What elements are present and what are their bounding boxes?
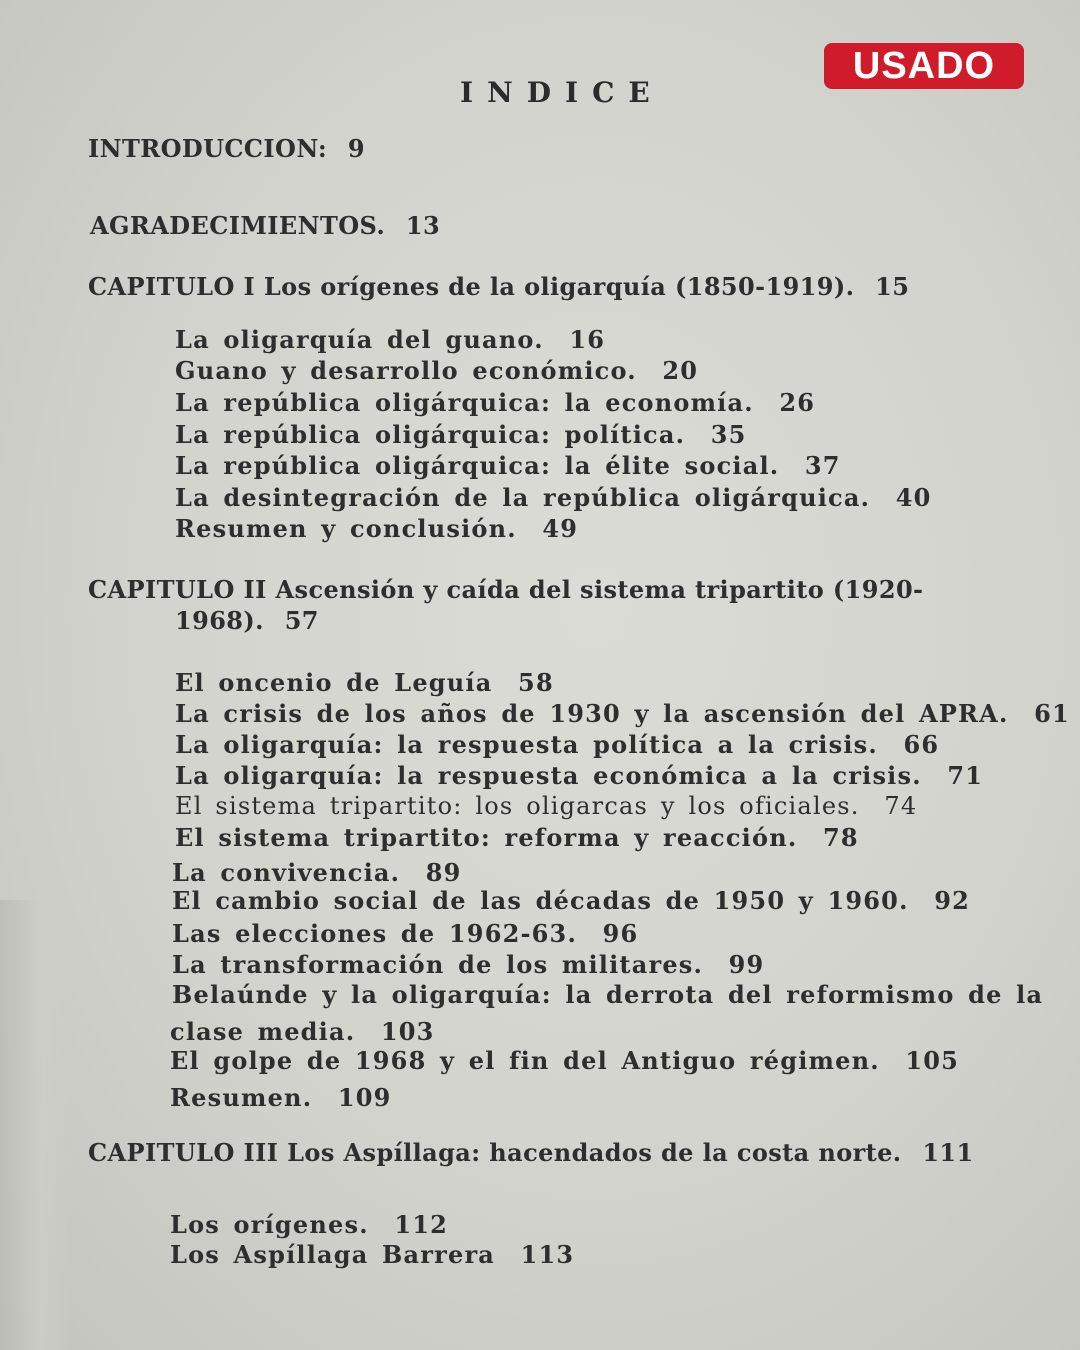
toc-entry-text: INTRODUCCION: xyxy=(88,134,328,163)
toc-entry-page: 92 xyxy=(934,886,971,915)
toc-entry-text: clase media. xyxy=(170,1017,356,1046)
toc-entry-introduccion xyxy=(88,134,365,163)
toc-section xyxy=(172,919,638,948)
toc-entry-text: AGRADECIMIENTOS. xyxy=(90,211,386,240)
toc-section-continued xyxy=(170,1017,435,1046)
toc-section xyxy=(170,1083,392,1112)
toc-entry-text: CAPITULO I Los orígenes de la oligarquía (1850-1919). xyxy=(88,272,855,301)
toc-section xyxy=(175,325,605,354)
toc-entry-page: 66 xyxy=(903,730,940,759)
toc-entry-page: 112 xyxy=(394,1210,449,1239)
toc-chapter-2-continued xyxy=(175,606,319,635)
toc-entry-text: La república oligárquica: la élite social. xyxy=(175,451,780,480)
toc-entry-text: El oncenio de Leguía xyxy=(175,668,493,697)
toc-entry-text: Los orígenes. xyxy=(170,1210,369,1239)
toc-entry-page: 113 xyxy=(520,1240,575,1269)
toc-entry-text: El cambio social de las décadas de 1950 y 1960. xyxy=(172,886,909,915)
toc-entry-text: CAPITULO II Ascensión y caída del sistema tripartito (1920- xyxy=(88,575,924,604)
toc-entry-text: 1968). xyxy=(175,606,264,635)
toc-entry-page: 35 xyxy=(710,420,747,449)
toc-entry-page: 20 xyxy=(662,356,699,385)
toc-entry-page: 16 xyxy=(569,325,606,354)
toc-entry-page: 99 xyxy=(728,950,765,979)
toc-section xyxy=(172,950,764,979)
toc-entry-agradecimientos xyxy=(90,211,440,240)
toc-section xyxy=(172,980,1043,1009)
toc-section xyxy=(175,451,841,480)
toc-section xyxy=(170,1240,574,1269)
toc-entry-page: 103 xyxy=(380,1017,435,1046)
toc-section xyxy=(172,886,970,915)
toc-entry-page: 89 xyxy=(425,858,462,887)
toc-section xyxy=(175,699,1070,728)
toc-entry-page: 13 xyxy=(405,211,441,240)
toc-section xyxy=(175,388,815,417)
toc-entry-page: 40 xyxy=(895,483,932,512)
toc-entry-page: 37 xyxy=(804,451,841,480)
toc-section xyxy=(175,483,932,512)
toc-section xyxy=(172,858,462,887)
toc-section xyxy=(175,730,939,759)
toc-entry-text: Guano y desarrollo económico. xyxy=(175,356,637,385)
toc-entry-page: 57 xyxy=(284,606,319,635)
toc-entry-text: La república oligárquica: la economía. xyxy=(175,388,754,417)
toc-entry-text: La convivencia. xyxy=(172,858,401,887)
toc-section xyxy=(175,761,983,790)
toc-section xyxy=(175,792,917,820)
toc-entry-page: 9 xyxy=(347,134,365,163)
toc-chapter-2 xyxy=(88,575,923,604)
toc-entry-text: Las elecciones de 1962-63. xyxy=(172,919,578,948)
toc-entry-page: 71 xyxy=(947,761,984,790)
page-edge-shadow xyxy=(0,900,70,1350)
toc-entry-text: La transformación de los militares. xyxy=(172,950,704,979)
toc-entry-page: 58 xyxy=(518,668,554,697)
toc-entry-page: 78 xyxy=(822,823,859,852)
toc-entry-page: 49 xyxy=(542,514,579,543)
toc-section xyxy=(170,1046,959,1075)
toc-section xyxy=(170,1210,448,1239)
toc-chapter-1 xyxy=(88,272,909,301)
toc-section xyxy=(175,420,747,449)
toc-entry-text: La crisis de los años de 1930 y la ascensión del APRA. xyxy=(175,699,1009,728)
toc-entry-page: 111 xyxy=(922,1138,974,1167)
toc-entry-text: La desintegración de la república oligárquica. xyxy=(175,483,871,512)
toc-entry-page: 74 xyxy=(884,792,918,820)
toc-entry-text: La república oligárquica: política. xyxy=(175,420,686,449)
toc-entry-text: El sistema tripartito: los oligarcas y los oficiales. xyxy=(175,792,860,820)
toc-entry-text: Resumen y conclusión. xyxy=(175,514,517,543)
toc-entry-page: 105 xyxy=(905,1046,960,1075)
toc-entry-text: Los Aspíllaga Barrera xyxy=(170,1240,496,1269)
toc-section xyxy=(175,356,698,385)
toc-entry-text: Belaúnde y la oligarquía: la derrota del reformismo de la xyxy=(172,980,1044,1009)
toc-entry-text: El sistema tripartito: reforma y reacción. xyxy=(175,823,798,852)
toc-entry-text: CAPITULO III Los Aspíllaga: hacendados de la costa norte. xyxy=(88,1138,902,1167)
toc-section xyxy=(175,514,578,543)
toc-entry-text: La oligarquía del guano. xyxy=(175,325,544,354)
toc-entry-page: 26 xyxy=(779,388,816,417)
toc-section xyxy=(175,823,859,852)
toc-entry-page: 15 xyxy=(875,272,910,301)
toc-entry-page: 61 xyxy=(1034,699,1070,728)
toc-section xyxy=(175,668,554,697)
toc-entry-text: Resumen. xyxy=(170,1083,313,1112)
toc-entry-text: La oligarquía: la respuesta económica a la crisis. xyxy=(175,761,922,790)
toc-entry-text: El golpe de 1968 y el fin del Antiguo régimen. xyxy=(170,1046,880,1075)
index-title: INDICE xyxy=(460,76,664,109)
toc-chapter-3 xyxy=(88,1138,974,1167)
toc-entry-page: 96 xyxy=(602,919,639,948)
toc-entry-text: La oligarquía: la respuesta política a la crisis. xyxy=(175,730,878,759)
used-badge: USADO xyxy=(824,43,1024,89)
toc-entry-page: 109 xyxy=(337,1083,392,1112)
